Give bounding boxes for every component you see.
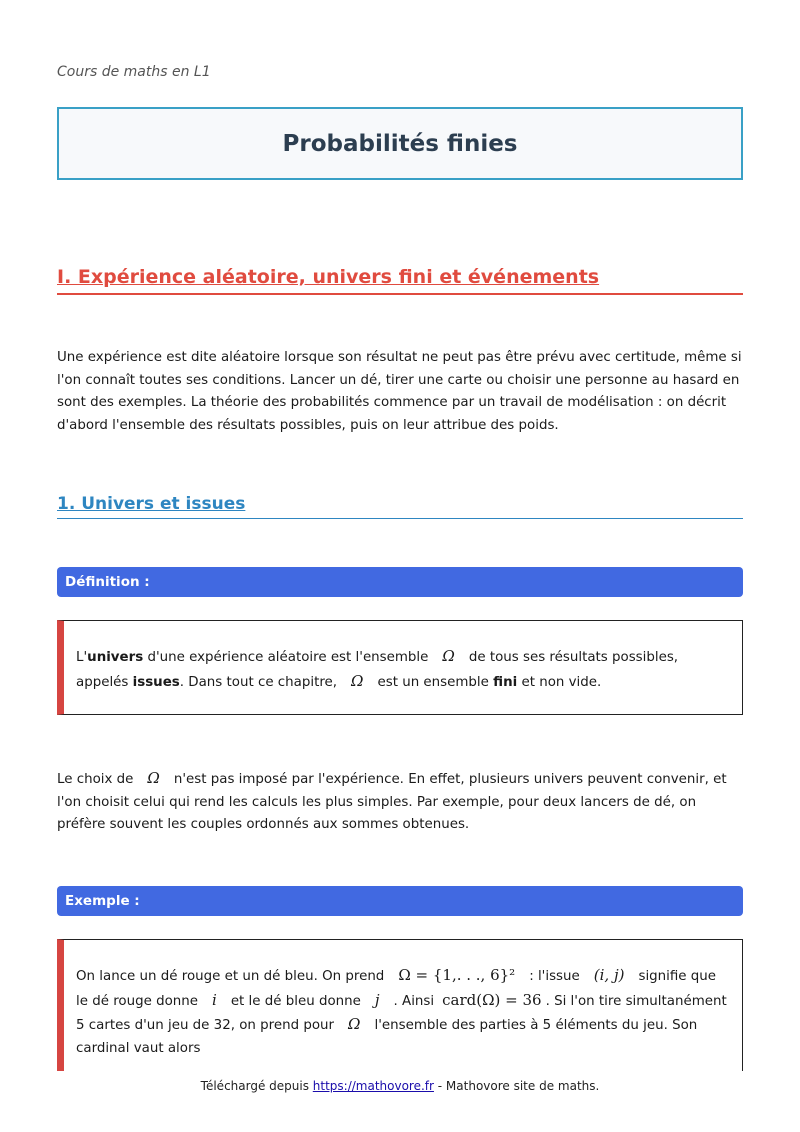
definition-text: L'univers d'une expérience aléatoire est l'ensemble Ω de tous ses résultats possibles, appelés issues. Dans tout ce chapitre, Ω est un ensemble fini et non vide.	[76, 647, 679, 690]
term-univers: univers	[87, 650, 144, 665]
math-omega-set: Ω = {1,. . ., 6}²	[398, 966, 516, 984]
course-label: Cours de maths en L1	[57, 64, 211, 80]
intro-paragraph: Une expérience est dite aléatoire lorsque son résultat ne peut pas être prévu avec certitude, même si l'on connaît toutes ses conditions. Lancer un dé, tirer une carte ou choisir une personne au hasard en sont des exemples. La théorie des probabilités commence par un travail de modélisation : on décrit d'abord l'ensemble des résultats possibles, puis on leur attribue des poids.	[57, 350, 742, 433]
footer: Téléchargé depuis https://mathovore.fr - Mathovore site de maths.	[200, 1079, 600, 1093]
math-omega: Ω	[348, 1015, 361, 1033]
math-omega: Ω	[351, 671, 364, 690]
choice-paragraph: Le choix de Ω n'est pas imposé par l'expérience. En effet, plusieurs univers peuvent convenir, et l'on choisit celui qui rend les calculs les plus simples. Par exemple, pour deux lancers de dé, on préfère souvent les couples ordonnés aux sommes obtenues.	[57, 769, 727, 832]
definition-bar: Définition :	[57, 567, 743, 597]
example-bar: Exemple :	[57, 886, 743, 916]
math-i: i	[212, 990, 217, 1009]
section-heading: I. Expérience aléatoire, univers fini et événements	[57, 266, 743, 295]
math-card: card(Ω) = 36	[442, 990, 542, 1009]
example-text: On lance un dé rouge et un dé bleu. On prend Ω = {1,. . ., 6}² : l'issue (i, j) signifie que le dé rouge donne i et le dé bleu donne j . Ainsi card(Ω) = 36 . Si l'on tire simultanément 5 cartes d'un jeu de 32, on prend pour Ω l'ensemble des parties à 5 éléments du jeu. Son cardinal vaut alors	[76, 966, 727, 1056]
subsection-heading: 1. Univers et issues	[57, 494, 743, 519]
math-omega: Ω	[147, 769, 160, 787]
title-box	[57, 107, 743, 180]
page-title: Probabilités finies	[282, 130, 518, 157]
definition-box	[57, 620, 743, 715]
term-fini: fini	[493, 674, 518, 690]
math-j: j	[374, 990, 380, 1009]
math-pair: (i, j)	[593, 966, 625, 984]
example-box	[57, 939, 743, 1071]
term-issues: issues	[132, 674, 180, 690]
mathovore-link[interactable]: https://mathovore.fr	[312, 1079, 434, 1093]
math-omega: Ω	[442, 647, 455, 665]
